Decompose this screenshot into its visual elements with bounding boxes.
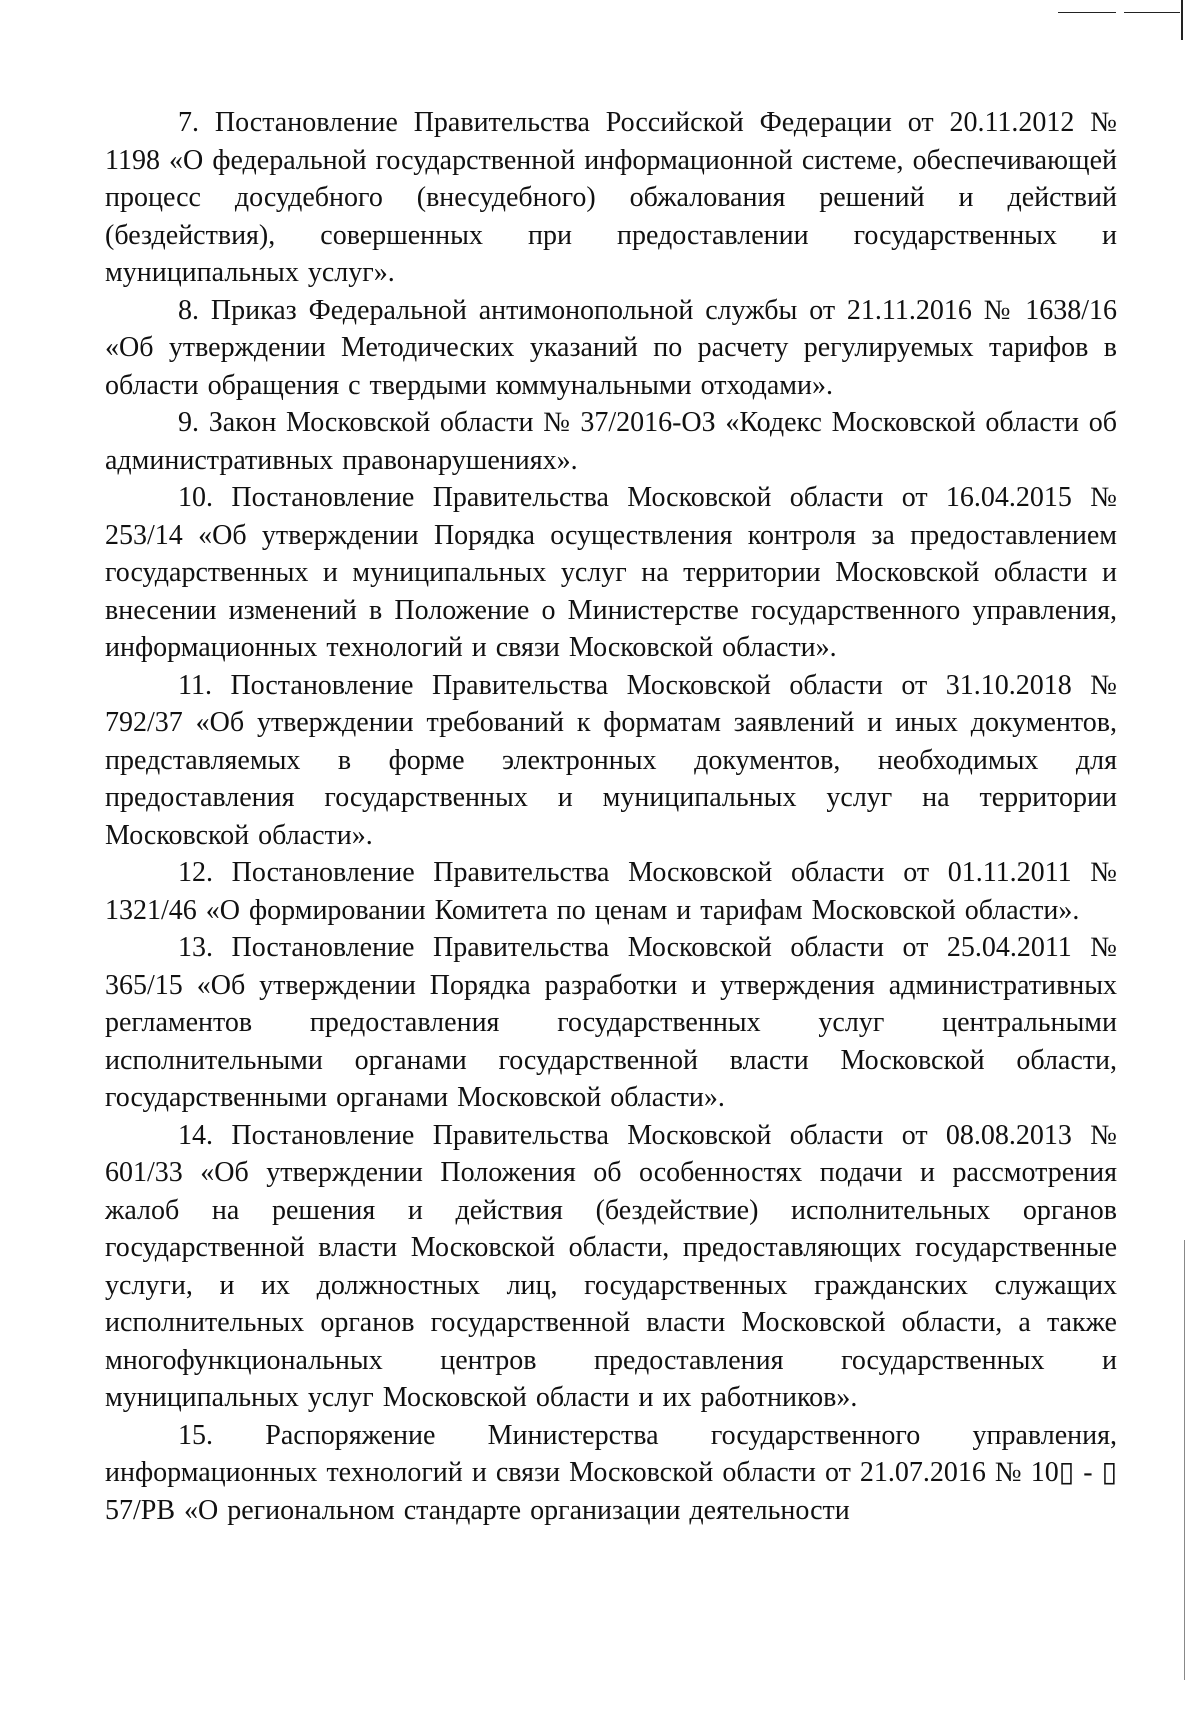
list-item-8: 8. Приказ Федеральной антимонопольной службы от 21.11.2016 № 1638/16 «Об утверждении Методических указаний по расчету регулируемых тарифов в области обращения с твердыми коммунальными отходами». xyxy=(105,294,1117,401)
list-item-9: 9. Закон Московской области № 37/2016-ОЗ «Кодекс Московской области об административных правонарушениях». xyxy=(105,407,1117,476)
scan-artifact-edge xyxy=(1181,0,1183,40)
scan-artifact-edge xyxy=(1184,1240,1185,1680)
list-item-10: 10. Постановление Правительства Московской области от 16.04.2015 № 253/14 «Об утверждении Порядка осуществления контроля за предоставлением государственных и муниципальных услуг на территории Московской области и внесении изменений в Положение о Министерстве государственного управления, информационных технологий и связи Московской области». xyxy=(105,482,1117,663)
list-item-14: 14. Постановление Правительства Московской области от 08.08.2013 № 601/33 «Об утверждении Положения об особенностях подачи и рассмотрения жалоб на решения и действия (бездействие) исполнительных органов государственной власти Московской области, предоставляющих государственные услуги, и их должностных лиц, государственных гражданских служащих исполнительных органов государственной власти Московской области, а также многофункциональных центров предоставления государственных и муниципальных услуг Московской области и их работников». xyxy=(105,1119,1117,1413)
list-item-13: 13. Постановление Правительства Московской области от 25.04.2011 № 365/15 «Об утверждении Порядка разработки и утверждения административных регламентов предоставления государственных услуг центральными исполнительными органами государственной власти Московской области, государственными органами Московской области». xyxy=(105,932,1117,1113)
list-item-7: 7. Постановление Правительства Российской Федерации от 20.11.2012 № 1198 «О федеральной государственной информационной системе, обеспечивающей процесс досудебного (внесудебного) обжалования решений и действий (бездействия), совершенных при предоставлении государственных и муниципальных услуг». xyxy=(105,107,1117,288)
list-item-12: 12. Постановление Правительства Московской области от 01.11.2011 № 1321/46 «О формировании Комитета по ценам и тарифам Московской области». xyxy=(105,857,1117,926)
list-item-15: 15. Распоряжение Министерства государственного управления, информационных технологий и связи Московской области от 21.07.2016 № 10▯ - ▯ 57/РВ «О региональном стандарте организации деятельности xyxy=(105,1419,1117,1526)
list-item-11: 11. Постановление Правительства Московской области от 31.10.2018 № 792/37 «Об утверждении требований к форматам заявлений и иных документов, представляемых в форме электронных документов, необходимых для предоставления государственных и муниципальных услуг на территории Московской области». xyxy=(105,669,1117,851)
scan-artifact-line xyxy=(1058,12,1116,13)
document-page xyxy=(105,104,1117,1529)
scan-artifact-line xyxy=(1124,12,1180,13)
